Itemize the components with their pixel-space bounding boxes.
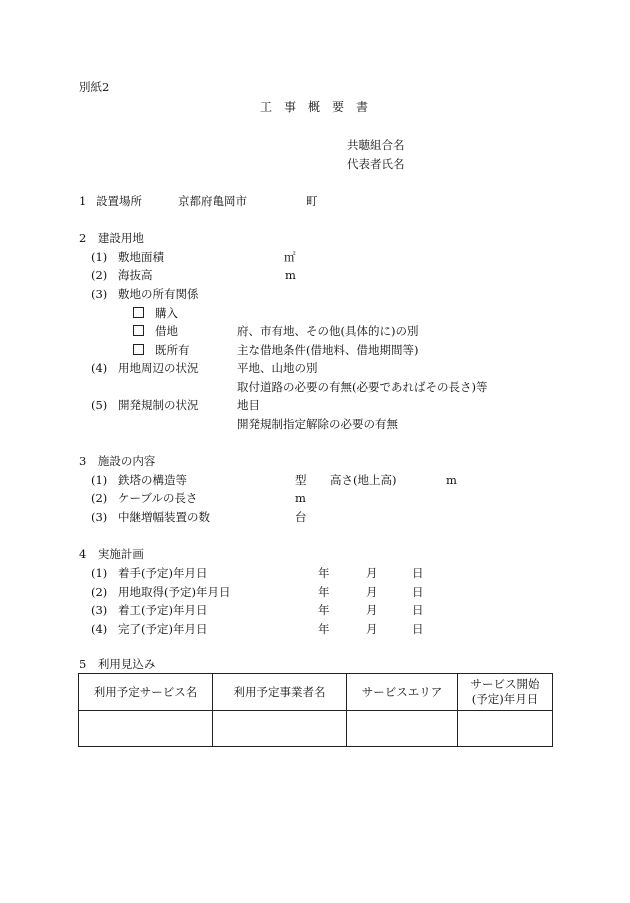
s1-town: 町 [306,194,318,208]
cell-service-area[interactable] [347,711,458,747]
option-owned-label: 既所有 [155,343,190,357]
option-lease-label: 借地 [155,324,178,338]
s4-i1-label: 着手(予定)年月日 [118,566,208,580]
page-title: 工 事 概 要 書 [260,100,369,114]
s3-i3-unit: 台 [295,510,307,524]
s3-i1-height: 高さ(地上高) [330,473,397,487]
s4-i4-month: 月 [366,622,378,636]
s4-i1-month: 月 [366,566,378,580]
s4-i4-year: 年 [318,622,330,636]
s2-i4-number: (4) [91,361,108,375]
checkbox-lease[interactable] [133,324,144,338]
option-purchase-label: 購入 [155,306,178,320]
header-start-date [458,674,553,711]
s3-i1-number: (1) [91,473,108,487]
checkbox-purchase[interactable] [133,306,144,320]
union-name-label: 共聴組合名 [347,138,405,152]
s2-i5-number: (5) [91,398,108,412]
header-start-date-line1: サービス開始 [470,677,540,691]
cell-operator-name[interactable] [213,711,347,747]
cell-start-date[interactable] [458,711,553,747]
s3-i1-type: 型 [295,473,307,487]
table-header-row [79,674,553,711]
s4-i4-label: 完了(予定)年月日 [118,622,208,636]
s2-i5-note2: 開発規制指定解除の必要の有無 [237,417,398,431]
s3-heading: 3 施設の内容 [79,454,156,468]
s3-i2-unit: m [295,491,306,505]
s4-i1-day: 日 [412,566,424,580]
s1-label: 設置場所 [96,194,142,208]
s2-i1-unit: ㎡ [284,250,296,264]
s2-i3-label: 敷地の所有関係 [118,287,199,301]
header-service-area: サービスエリア [347,674,458,711]
representative-name-label: 代表者氏名 [347,157,405,171]
s4-i3-label: 着工(予定)年月日 [118,603,208,617]
s3-i2-number: (2) [91,491,108,505]
s4-i2-year: 年 [318,585,330,599]
s2-i2-unit: m [285,268,296,282]
doc-label: 別紙2 [79,80,110,94]
s5-heading: 5 利用見込み [79,657,156,671]
s2-i2-number: (2) [91,268,108,282]
s3-i3-number: (3) [91,510,108,524]
s4-i3-month: 月 [366,603,378,617]
s4-i2-label: 用地取得(予定)年月日 [118,585,231,599]
s2-i4-note1: 平地、山地の別 [237,361,318,375]
s2-i5-label: 開発規制の状況 [118,398,199,412]
s2-i4-note2: 取付道路の必要の有無(必要であればその長さ)等 [237,380,488,394]
s3-i3-label: 中継増幅装置の数 [118,510,210,524]
table-row [79,711,553,747]
cell-service-name[interactable] [79,711,213,747]
option-lease-note: 府、市有地、その他(具体的に)の別 [237,324,419,338]
s2-i3-number: (3) [91,287,108,301]
service-plan-table [78,673,553,747]
s4-i2-number: (2) [91,585,108,599]
s4-i3-day: 日 [412,603,424,617]
s1-number: 1 [79,194,87,208]
s4-heading: 4 実施計画 [79,547,144,561]
s4-i4-number: (4) [91,622,108,636]
checkbox-owned[interactable] [133,343,144,357]
s2-i5-note1: 地目 [237,398,260,412]
option-owned-note: 主な借地条件(借地料、借地期間等) [237,343,419,357]
s3-i1-unit: m [446,473,457,487]
header-service-name: 利用予定サービス名 [79,674,213,711]
s2-i4-label: 用地周辺の状況 [118,361,199,375]
s4-i2-month: 月 [366,585,378,599]
header-operator-name: 利用予定事業者名 [213,674,347,711]
s2-heading: 2 建設用地 [79,231,144,245]
s4-i2-day: 日 [412,585,424,599]
s1-prefecture: 京都府亀岡市 [178,194,247,208]
s4-i3-number: (3) [91,603,108,617]
s4-i1-number: (1) [91,566,108,580]
s4-i4-day: 日 [412,622,424,636]
s2-i1-number: (1) [91,250,108,264]
s4-i3-year: 年 [318,603,330,617]
s2-i1-label: 敷地面積 [118,250,164,264]
s2-i2-label: 海抜高 [118,268,153,282]
header-start-date-line2: (予定)年月日 [471,692,539,706]
s3-i1-label: 鉄塔の構造等 [118,473,187,487]
s4-i1-year: 年 [318,566,330,580]
s3-i2-label: ケーブルの長さ [118,491,198,505]
